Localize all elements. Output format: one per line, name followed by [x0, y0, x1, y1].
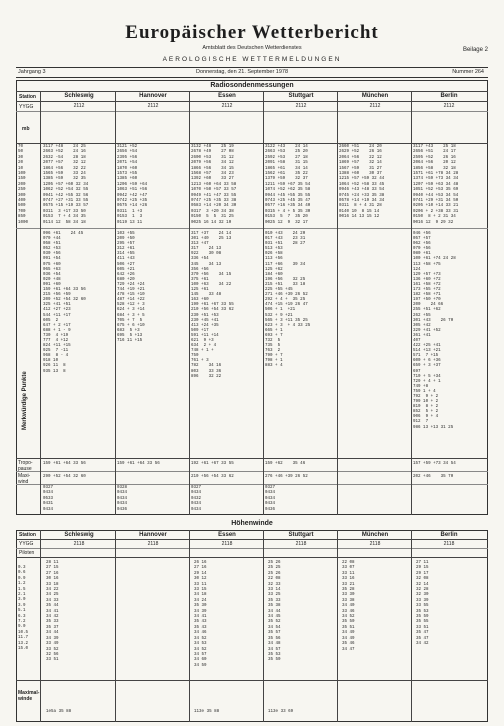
- hw-station-yyqq: 2118: [443, 541, 455, 547]
- station-maxwind-rows: 0327 0434 0434 0434 0436: [265, 486, 276, 512]
- station-yyqq: 2112: [443, 103, 455, 109]
- station-header: Stuttgart: [288, 93, 314, 99]
- station-header: München: [361, 93, 389, 99]
- hw-label-column-divider: [40, 530, 41, 722]
- station-label: Station: [19, 94, 36, 100]
- station-main-data: 3122 +43 24 14 2663 +53 25 20 2592 +53 27 18 2091 +58 31 15 1865 +61 34 14 1562 +61 35 22 1379 +59 32 37 1211 +59 +67 35 54 1074 +52 +62 35 58 0944 +45 +55 35 55 0743 +25 +45 35 47 0577 +16 +35 34 40 0315 + 4 + 5 35 30 0153 5 7 35 20 0025 12 9 32 17: [265, 145, 311, 225]
- maxwind-label: Maxi-wind: [18, 473, 31, 485]
- station-maxwind: 210 +56 +54 33 62: [191, 475, 234, 479]
- station-maxwind-rows: 0328 0434 0434 0434 0436: [117, 486, 128, 512]
- station-merk-data: 046 +56 057 +57 062 +56 070 +56 080 +61 100 +61 +74 24 28 113 +58 +75 124 129 +57 +73 136 +60 +72 161 +58 +72 173 +55 +72 182 +58 +71 197 +50 +70 200 24 66 255 +51 +62 262 +55 301 +43 26 70 305 +42 329 +41 +52 361 +41 407 422 +25 +41 514 +13 +21 571 7 +15 600 + 6 +36 659 + 3 +37 697 710 + 5 +34 729 + 4 + 1 749 +8 759 1 + 4 792 9 + 2 799 10 + 2 810 8 + 2 852 5 + 2 906 9 + 4 912 7 986 13 +13 31 25: [413, 232, 456, 430]
- hw-station-header: Hannover: [139, 532, 167, 538]
- hoehenwinde-title: Höhenwinde: [231, 520, 273, 527]
- hw-station-data: 25 26 25 25 25 26 22 08 32 33 33 14 33 25 35 33 35 38 34 44 34 45 35 52 34 54 35 57 35 56 34 48 34 57 35 53 35 50: [268, 561, 281, 663]
- station-maxwind-rows: 0327 0434 0533 0431 0434: [43, 486, 54, 512]
- station-divider: [189, 91, 190, 515]
- yyqq-label: YYGG: [19, 104, 34, 110]
- merk-punkte-label: Merkwürdige Punkte: [22, 371, 28, 430]
- hw-station-yyqq: 2118: [221, 541, 233, 547]
- station-tropo: 157 +59 +73 34 54: [413, 462, 456, 466]
- station-merk-data: 317 +37 24 14 301 +40 25 13 313 +47 317 24 13 922 30 08 336 +54 345 34 13 356 +56 370 +56 34 15 375 +61 100 +63 34 22 125 +61 145 33 48 163 +60 190 +61 +67 33 55 210 +56 +54 33 62 230 +51 +53 230 +45 +41 413 +24 +35 509 +17 591 +11 +14 621 9 +3 634 2 + 4 748 + 1 + 750 761 + 3 782 34 16 803 33 36 896 32 22: [191, 232, 234, 379]
- station-header: Berlin: [440, 93, 458, 99]
- tropo-label: Tropo-pause: [18, 460, 33, 472]
- jahrgang: Jahrgang 3: [18, 69, 46, 75]
- hw-station-yyqq: 2118: [73, 541, 85, 547]
- station-merk-data: 096 +61 24 45 070 +44 058 +51 052 +53 030 +56 091 +54 075 +60 065 +63 036 +54 020 +48 091 +60 159 +61 +64 33 56 215 +56 +59 209 +52 +54 32 60 325 +41 +51 412 +27 +23 544 +11 +17 605 2 647 + 2 +17 688 + 1 - 9 730 4 +19 777 4 +12 824 +11 +15 925 7 -11 968 8 - 4 918 10 926 11 8 935 13 8: [43, 232, 86, 374]
- hw-station-maxwind: 1e5a 35 88: [46, 710, 72, 714]
- station-main-data: 3132 +48 25 19 2678 +49 27 08 2600 +53 31 12 2079 +56 34 12 1866 +56 34 15 1568 +57 34 23 1392 +60 33 27 1213 +60 +64 33 58 1070 +50 +57 33 57 0949 +41 +47 33 55 0747 +25 +35 33 38 0583 +14 +20 34 30 0317 3 +20 34 38 0150 5 5 31 25 0025 16 14 32 10: [191, 145, 237, 225]
- station-header: Schleswig: [64, 93, 94, 99]
- hw-station-divider: [337, 530, 338, 722]
- section-heading: AEROLOGISCHE WETTERMELDUNGEN: [162, 56, 342, 63]
- beilage-label: Beilage 2: [462, 47, 488, 53]
- station-header: Hannover: [139, 93, 167, 99]
- station-maxwind-rows: 0327 0434 0432 0434 0434: [191, 486, 202, 512]
- hw-station-header: Stuttgart: [288, 532, 314, 538]
- info-strip: [16, 67, 488, 78]
- hw-station-divider: [263, 530, 264, 722]
- hw-station-header: Essen: [218, 532, 236, 538]
- pressure-levels: 70 50 30 20 10 100 150 200 250 300 400 500 700 850 1000: [18, 145, 29, 225]
- station-divider: [263, 91, 264, 515]
- hw-yyqq-label: YYGG: [19, 541, 34, 547]
- hw-station-data: 22 08 33 07 33 11 33 16 33 21 35 28 33 30 33 38 34 40 33 46 34 52 35 50 35 51 34 49 34 49 35 46 34 47: [342, 561, 355, 652]
- station-yyqq: 2112: [295, 103, 307, 109]
- station-main-data: 2660 +51 24 20 2629 +52 26 16 2064 +56 22 12 1869 +57 32 14 1567 +59 31 27 1388 +60 30 37 1215 +57 +59 32 44 1064 +52 +58 33 45 0946 +43 +48 33 54 0745 +24 +33 35 38 0578 +14 +19 34 34 0311 8 + 4 31 28 0140 10 8 15 14 0016 14 13 15 12: [339, 145, 385, 220]
- station-main-data: 3117 +43 25 18 2656 +51 24 17 2595 +52 26 16 2064 +56 20 12 1856 +58 32 18 1571 +61 +78 34 28 1374 +59 +73 34 34 1207 +59 +63 34 48 1051 +52 +53 35 69 0940 +44 +53 34 54 0741 +29 +31 34 50 0205 +10 +14 33 21 0206 + 2 +38 33 31 0150 8 + 2 31 34 0016 12 9 29 32: [413, 145, 459, 225]
- height-levels: 0.3 0.6 0.9 1.2 1.5 2.1 3.0 3.9 5.1 6.3 7.2 9.0 10.5 11.7 13.2 15.0: [18, 566, 29, 652]
- station-divider: [115, 91, 116, 515]
- station-divider: [411, 91, 412, 515]
- page-subtitle: Amtsblatt des Deutschen Wetterdienstes: [202, 45, 302, 51]
- hw-station-divider: [115, 530, 116, 722]
- hw-station-header: München: [361, 532, 389, 538]
- station-tropo: 159 +62 35 46: [265, 462, 306, 466]
- station-yyqq: 2112: [73, 103, 85, 109]
- hw-station-data: 26 16 27 16 29 14 30 12 33 11 33 15 34 18 34 24 35 30 34 39 34 41 35 43 35 43 34 46 34 52 34 53 34 52 34 57 34 60 34 59: [194, 561, 207, 668]
- station-maxwind: 276 +46 +39 26 52: [265, 475, 308, 479]
- hw-station-maxwind: 113e 35 88: [194, 710, 220, 714]
- station-yyqq: 2112: [147, 103, 159, 109]
- station-tropo: 192 +61 +67 33 55: [191, 462, 234, 466]
- station-yyqq: 2112: [369, 103, 381, 109]
- issue-date: Donnerstag, den 21. September 1978: [196, 69, 289, 75]
- hw-station-yyqq: 2118: [147, 541, 159, 547]
- hw-station-label: Station: [19, 532, 36, 538]
- station-yyqq: 2112: [221, 103, 233, 109]
- hw-station-yyqq: 2118: [295, 541, 307, 547]
- station-merk-data: 103 +55 209 +50 295 +57 312 +61 314 +55 411 +43 506 +27 605 +21 642 +26 680 +20 729 +24 +24 744 +19 +21 478 +15 +10 487 +14 +22 528 +12 + 3 624 + 3 +14 684 + 3 + 5 705 + 7 5 675 + 6 +10 683 5 +3 695 5 +13 716 11 +15: [117, 232, 145, 343]
- issue-number: Nummer 264: [452, 69, 484, 75]
- hw-piloten-label: Piloten: [19, 550, 35, 556]
- station-header: Essen: [218, 93, 236, 99]
- station-maxwind: 290 +52 +54 32 60: [43, 475, 86, 479]
- station-tropo: 159 +61 +64 33 56: [117, 462, 160, 466]
- mb-label: mb: [22, 126, 30, 132]
- station-tropo: 159 +61 +64 33 56: [43, 462, 86, 466]
- page-title: Europäischer Wetterbericht: [125, 22, 379, 43]
- station-maxwind: 202 +46 35 70: [413, 475, 454, 479]
- station-merk-data: 010 +43 24 20 017 +43 23 31 031 +51 28 27 513 +53 026 +58 113 +56 117 +66 39 34 125 +62 184 +60 196 +56 32 25 215 +51 33 18 225 +55 +45 271 +46 +39 26 52 292 + 4 + 35 25 474 +15 +19 26 47 506 + 1 +21 532 + 9 +21 565 + 3 +11 35 25 623 + 3 + 4 33 25 665 + 1 693 + 7 732 5 735 5 763 2 790 + 7 798 + 1 883 + 4: [265, 232, 311, 369]
- station-divider: [337, 91, 338, 515]
- hw-station-data: 27 11 29 15 29 17 32 08 32 14 32 28 32 30 33 39 33 55 35 53 35 59 35 55 33 51 35 47 35 47 34 42: [416, 561, 429, 647]
- station-main-data: 3121 +52 2656 +54 2395 +56 2071 +54 1870 +60 1573 +55 1385 +60 1206 +59 +64 1063 +51 +56 0942 +42 +47 0742 +25 +35 0575 +14 +26 0311 1 +3 0153 1 3 0119 13 11: [117, 145, 148, 225]
- hw-station-divider: [189, 530, 190, 722]
- hw-station-divider: [411, 530, 412, 722]
- hw-station-yyqq: 2118: [369, 541, 381, 547]
- hw-station-header: Schleswig: [64, 532, 94, 538]
- hw-maxwind-label: Maximal-winde: [18, 690, 40, 702]
- label-column-divider: [40, 91, 41, 515]
- station-main-data: 3117 +48 24 25 2663 +52 24 16 2632 -54 28 18 2077 +57 32 12 1864 +56 32 22 1565 +59 33 24 1385 +59 32 35 1205 +57 +60 32 34 1062 +52 +54 32 55 0941 +42 +55 32 56 0747 +27 +31 33 55 0575 +15 +19 33 57 0311 3 +17 33 50 0153 7 + 4 34 35 0114 12 58 34 18: [43, 145, 89, 225]
- hw-station-maxwind: 113e 33 69: [268, 710, 294, 714]
- hw-station-data: 28 11 27 15 27 16 30 16 33 18 34 22 34 25 34 33 35 44 34 41 34 42 35 33 35 37 34 44 34 39 33 49 33 52 32 56 33 51: [46, 561, 59, 663]
- radiosonde-title: Radiosondenmessungen: [210, 82, 294, 89]
- hw-station-header: Berlin: [440, 532, 458, 538]
